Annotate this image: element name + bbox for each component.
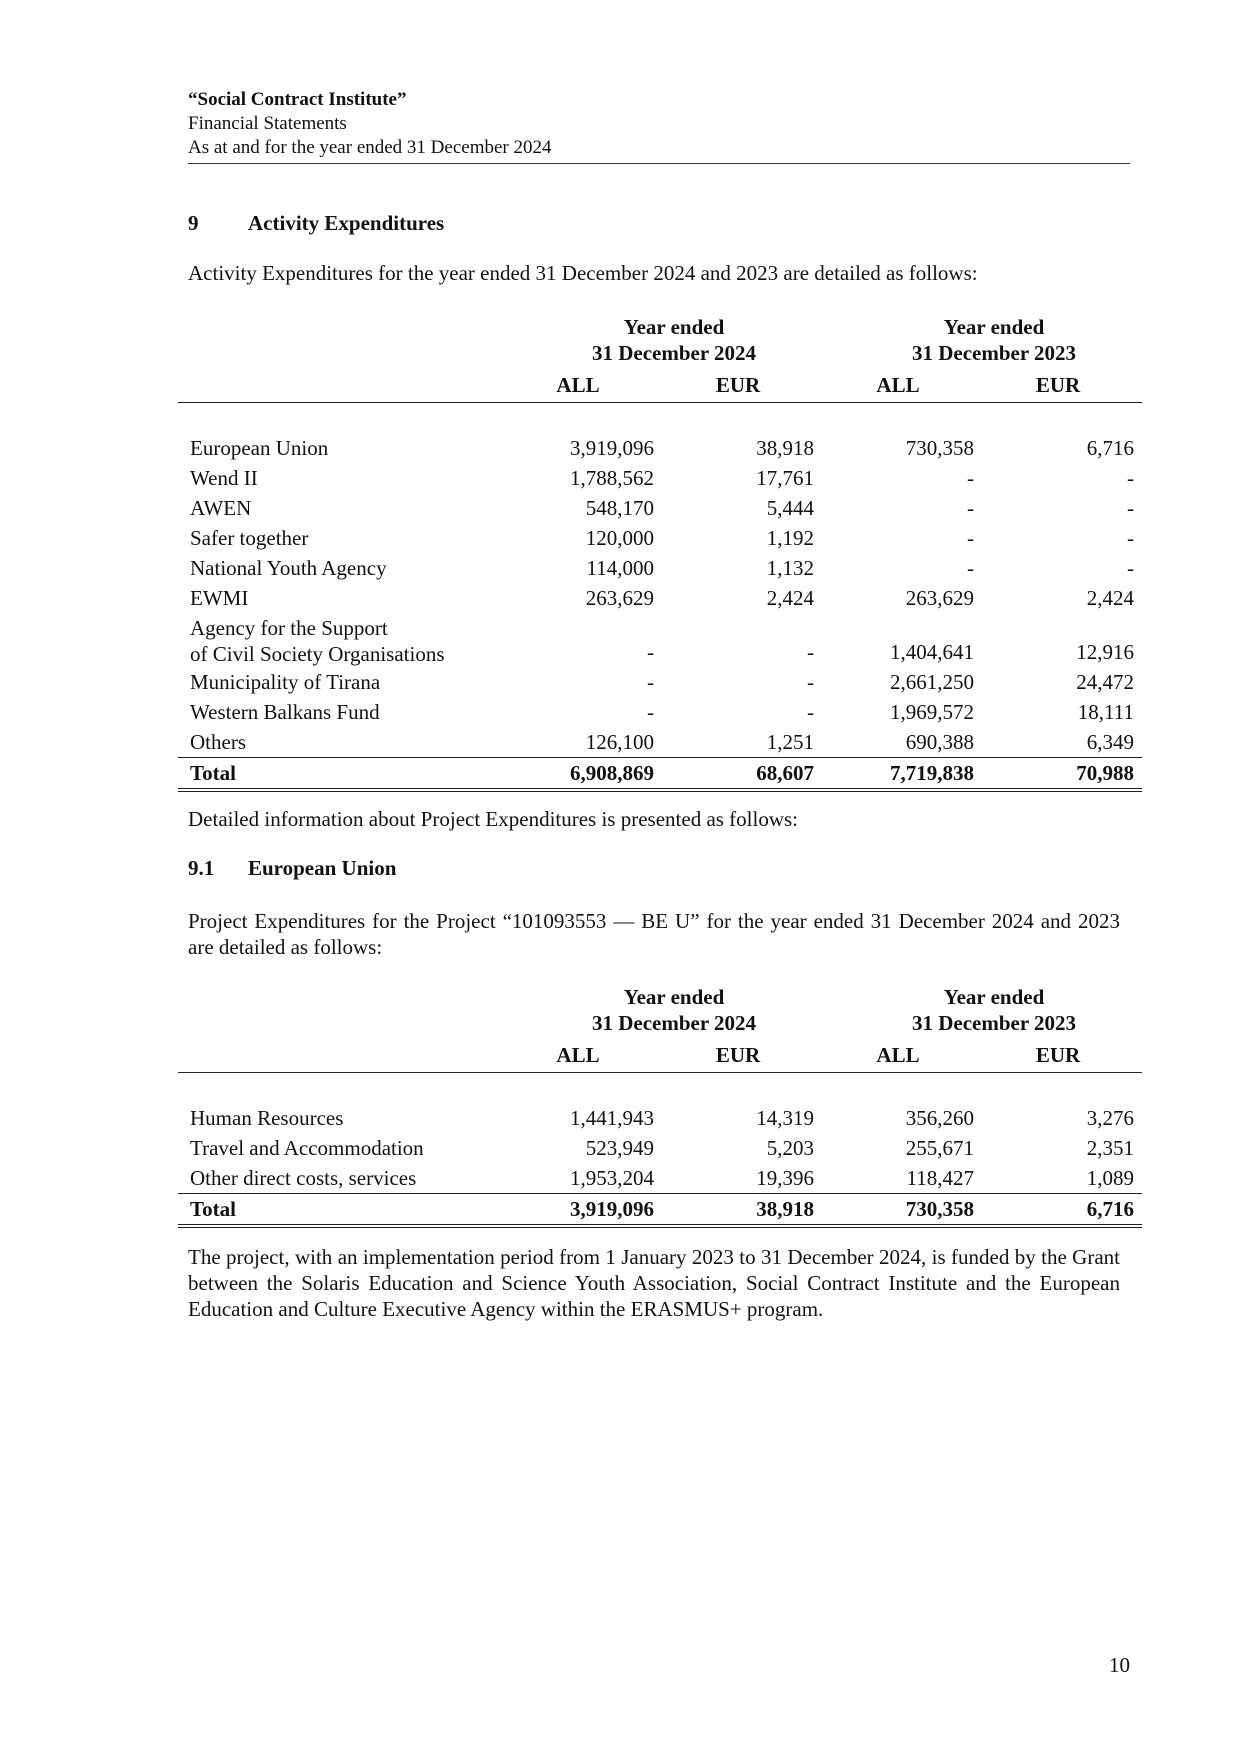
column-eur-2024: EUR [715,373,761,397]
table-header [178,984,1142,1070]
table-row: National Youth Agency 114,000 1,132 - - [190,556,1134,580]
table-row: Travel and Accommodation 523,949 5,203 255,671 2,351 [190,1136,1134,1160]
eu-project-expenditures-table [178,984,1142,1228]
page-header [188,88,1130,160]
page-number: 10 [1109,1653,1130,1677]
column-all-2024: ALL [556,373,600,397]
section-number: 9 [188,211,199,235]
column-group-2024: Year ended 31 December 2024 [591,985,757,1035]
document-title: Financial Statements [188,113,347,134]
column-group-2024: Year ended 31 December 2024 [591,315,757,365]
column-eur-2023: EUR [1035,373,1081,397]
column-group-2023: Year ended 31 December 2023 [911,315,1077,365]
header-divider [188,163,1130,164]
table-row: Other direct costs, services 1,953,204 19,396 118,427 1,089 [190,1166,1134,1190]
table-row: AWEN 548,170 5,444 - - [190,496,1134,520]
subsection-number: 9.1 [188,856,215,880]
column-eur-2024: EUR [715,1043,761,1067]
table-total-row: Total 6,908,869 68,607 7,719,838 70,988 [178,757,1142,792]
section-heading [188,211,444,236]
column-all-2023: ALL [876,1043,920,1067]
section-title: Activity Expenditures [248,211,445,235]
table-row: European Union 3,919,096 38,918 730,358 6,716 [190,436,1134,460]
closing-paragraph: The project, with an implementation period from 1 January 2023 to 31 December 2024, is funded by the Grant between the Solaris Education and Science Youth Association, Social Contract Institute and the European Education and Culture Executive Agency within the ERASMUS+ program. [188,1245,1120,1321]
table-row: Safer together 120,000 1,192 - - [190,526,1134,550]
reporting-period: As at and for the year ended 31 December 2024 [188,137,552,158]
column-all-2024: ALL [556,1043,600,1067]
table-row: Human Resources 1,441,943 14,319 356,260 3,276 [190,1106,1134,1130]
organization-name: “Social Contract Institute” [188,89,407,110]
activity-expenditures-table [178,314,1142,792]
table-header [178,314,1142,400]
table-row: Wend II 1,788,562 17,761 - - [190,466,1134,490]
column-eur-2023: EUR [1035,1043,1081,1067]
table-row: Agency for the Support of Civil Society Organisations - - 1,404,641 12,916 [190,616,1134,666]
column-all-2023: ALL [876,373,920,397]
subsection-intro: Project Expenditures for the Project “101093553 — BE U” for the year ended 31 December 2024 and 2023 are detailed as follows: [188,909,1120,959]
column-group-2023: Year ended 31 December 2023 [911,985,1077,1035]
subsection-title: European Union [248,856,397,880]
section-intro: Activity Expenditures for the year ended 31 December 2024 and 2023 are detailed as follows: [188,261,978,285]
table-row: Municipality of Tirana - - 2,661,250 24,472 [190,670,1134,694]
detail-intro: Detailed information about Project Expenditures is presented as follows: [188,807,799,831]
table-row: EWMI 263,629 2,424 263,629 2,424 [190,586,1134,610]
table-row: Western Balkans Fund - - 1,969,572 18,111 [190,700,1134,724]
table-total-row: Total 3,919,096 38,918 730,358 6,716 [178,1193,1142,1228]
table-row: Others 126,100 1,251 690,388 6,349 [190,730,1134,754]
subsection-heading [188,856,396,881]
